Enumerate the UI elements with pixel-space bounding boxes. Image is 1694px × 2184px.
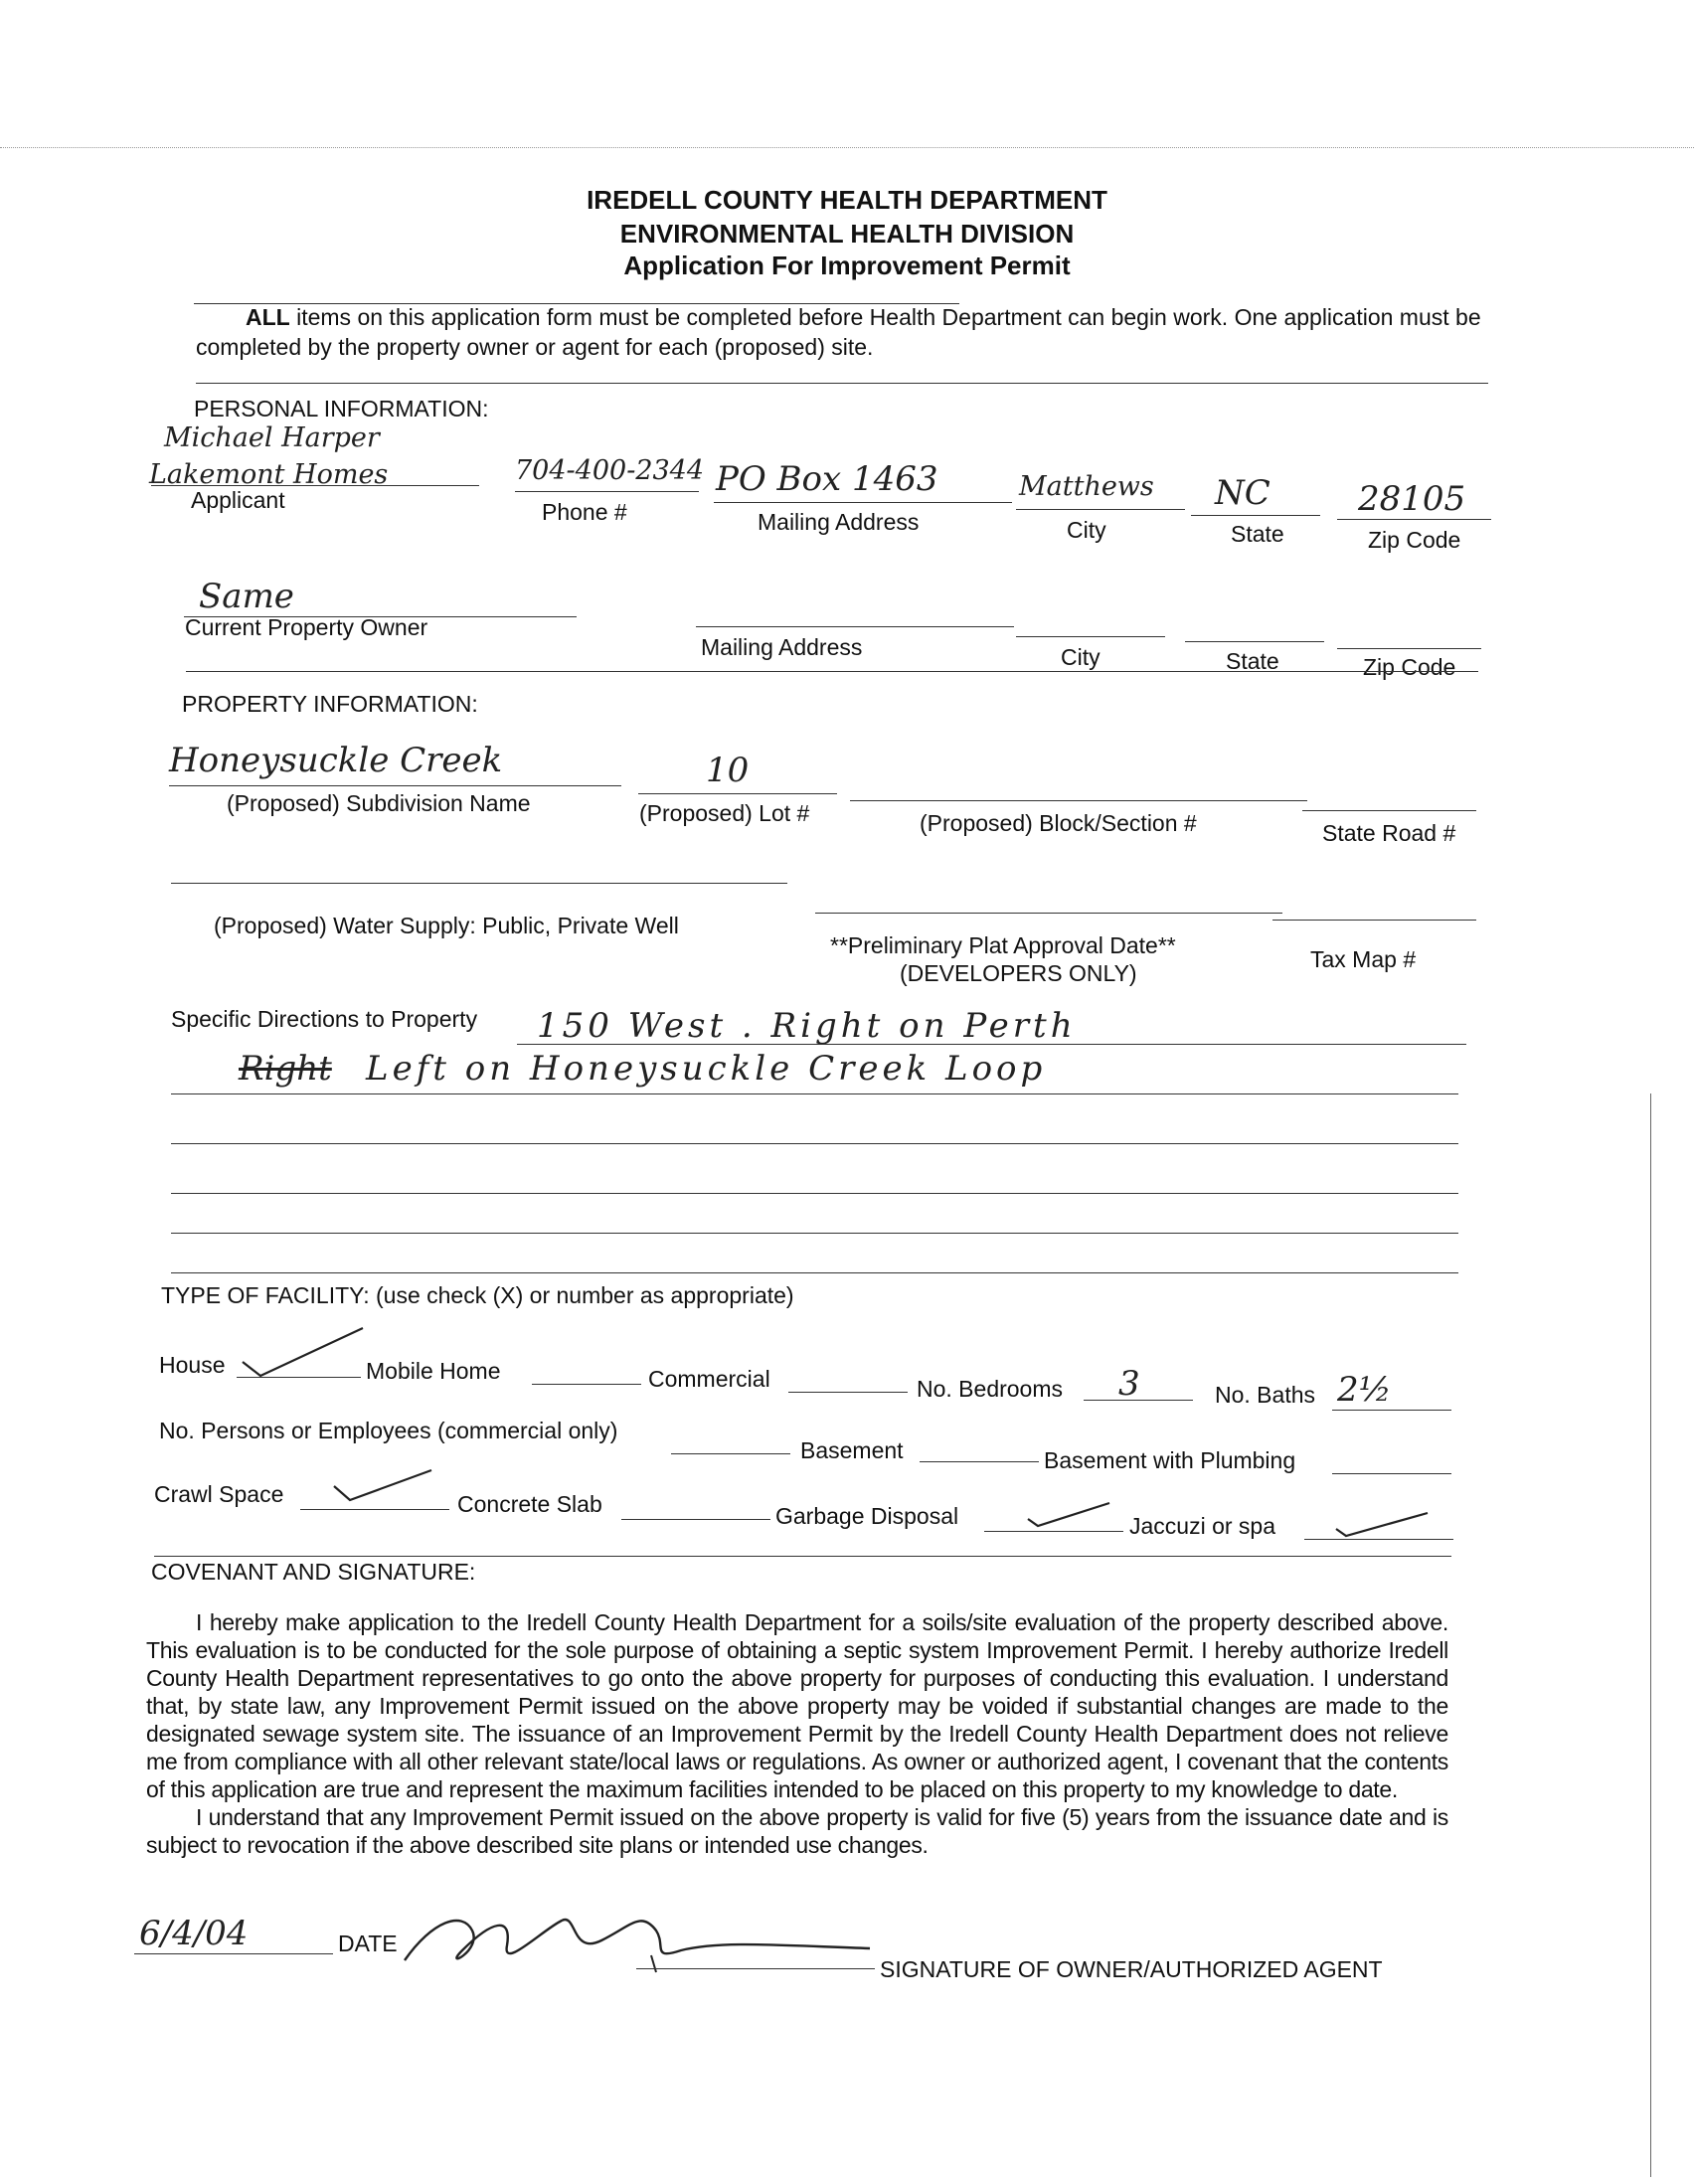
- facility-instruction: (use check (X) or number as appropriate): [376, 1282, 794, 1308]
- phone-label: Phone #: [542, 499, 627, 525]
- tax-map-label: Tax Map #: [1310, 946, 1417, 972]
- facility-heading: [161, 1282, 794, 1309]
- state-label: State: [1231, 521, 1284, 547]
- applicant-label: Applicant: [191, 487, 285, 513]
- mailing-label: Mailing Address: [758, 509, 920, 535]
- scan-right-edge: [1650, 1093, 1651, 2177]
- city-value: Matthews: [1019, 471, 1154, 502]
- baths-label: No. Baths: [1215, 1382, 1315, 1408]
- basement-label: Basement: [800, 1437, 904, 1463]
- mobile-home-label: Mobile Home: [366, 1358, 501, 1384]
- house-label: House: [159, 1352, 226, 1378]
- owner-zip-label: Zip Code: [1363, 654, 1456, 680]
- owner-label: Current Property Owner: [185, 614, 428, 640]
- mailing-address-value: PO Box 1463: [716, 459, 938, 499]
- garbage-disposal-label: Garbage Disposal: [775, 1503, 959, 1529]
- city-label: City: [1067, 517, 1106, 543]
- block-label: (Proposed) Block/Section #: [920, 810, 1197, 836]
- zip-label: Zip Code: [1368, 527, 1461, 553]
- scan-edge: [0, 147, 1694, 148]
- header-line3: Application For Improvement Permit: [623, 251, 1071, 280]
- basement-plumbing-label: Basement with Plumbing: [1044, 1447, 1296, 1473]
- property-heading: PROPERTY INFORMATION:: [182, 691, 478, 717]
- directions-struck: Right: [239, 1049, 332, 1089]
- bedrooms-label: No. Bedrooms: [917, 1376, 1064, 1402]
- date-value: 6/4/04: [139, 1914, 249, 1953]
- jacuzzi-label: Jaccuzi or spa: [1129, 1513, 1276, 1539]
- zip-value: 28105: [1358, 479, 1466, 519]
- owner-value: Same: [199, 577, 294, 616]
- directions-label: Specific Directions to Property: [171, 1006, 478, 1032]
- applicant-name: Michael Harper: [164, 422, 380, 453]
- phone-value: 704-400-2344: [515, 455, 705, 486]
- subdivision-label: (Proposed) Subdivision Name: [227, 790, 531, 816]
- covenant-para2: I understand that any Improvement Permit issued on the above property is valid for five (5) years from the issuance date and is subject to revocation if the above described site plans or intended use changes.: [146, 1804, 1448, 1858]
- intro-bold: ALL: [246, 304, 290, 330]
- water-supply-label: (Proposed) Water Supply: Public, Private Well: [214, 913, 679, 938]
- intro-text: [196, 302, 1488, 362]
- applicant-company: Lakemont Homes: [149, 459, 389, 490]
- concrete-slab-label: Concrete Slab: [457, 1491, 602, 1517]
- house-checkmark: [239, 1322, 368, 1380]
- subdivision-value: Honeysuckle Creek: [169, 741, 503, 780]
- signature-label: SIGNATURE OF OWNER/AUTHORIZED AGENT: [880, 1956, 1383, 1982]
- header-line1: IREDELL COUNTY HEALTH DEPARTMENT: [587, 185, 1107, 215]
- facility-heading-text: TYPE OF FACILITY:: [161, 1282, 370, 1308]
- plat-label: **Preliminary Plat Approval Date**: [830, 932, 1176, 958]
- header-line2: ENVIRONMENTAL HEALTH DIVISION: [619, 219, 1075, 249]
- crawl-space-label: Crawl Space: [154, 1481, 284, 1507]
- bedrooms-value: 3: [1118, 1364, 1140, 1404]
- directions-line1: 150 West . Right on Perth: [537, 1006, 1077, 1046]
- developers-label: (DEVELOPERS ONLY): [900, 960, 1137, 986]
- lot-label: (Proposed) Lot #: [639, 800, 810, 826]
- date-label: DATE: [338, 1931, 398, 1956]
- lot-value: 10: [706, 751, 750, 790]
- covenant-para1: I hereby make application to the Iredell County Health Department for a soils/site evaluation of the property described above. This evaluation is to be conducted for the sole purpose of obtaining a septic system Improvement Permit. I hereby authorize Iredell County Health Department representatives to go onto the above property for purposes of conducting this evaluation. I understand that, by state law, any Improvement Permit issued on the above property may be voided if substantial changes are made to the designated sewage system site. The issuance of an Improvement Permit by the Iredell County Health Department does not relieve me from compliance with all other relevant state/local laws or regulations. As owner or authorized agent, I covenant that the contents of this application are true and represent the maximum facilities intended to be placed on this property to my knowledge to date.: [146, 1609, 1448, 1802]
- intro-body: items on this application form must be completed before Health Department can begin work. One application must be completed by the property owner or agent for each (proposed) site.: [196, 304, 1481, 360]
- jacuzzi-checkmark: [1332, 1509, 1432, 1539]
- baths-value: 2½: [1337, 1370, 1392, 1410]
- persons-label: No. Persons or Employees (commercial only): [159, 1418, 618, 1443]
- crawl-space-checkmark: [328, 1466, 437, 1506]
- covenant-heading: COVENANT AND SIGNATURE:: [151, 1559, 476, 1585]
- directions-line2: Left on Honeysuckle Creek Loop: [366, 1049, 1047, 1089]
- owner-mailing-label: Mailing Address: [701, 634, 863, 660]
- garbage-disposal-checkmark: [1024, 1499, 1113, 1529]
- covenant-text: [146, 1608, 1448, 1859]
- state-value: NC: [1215, 473, 1270, 513]
- personal-heading: PERSONAL INFORMATION:: [194, 396, 489, 421]
- state-road-label: State Road #: [1322, 820, 1456, 846]
- owner-city-label: City: [1061, 644, 1101, 670]
- commercial-label: Commercial: [648, 1366, 770, 1392]
- owner-state-label: State: [1226, 648, 1279, 674]
